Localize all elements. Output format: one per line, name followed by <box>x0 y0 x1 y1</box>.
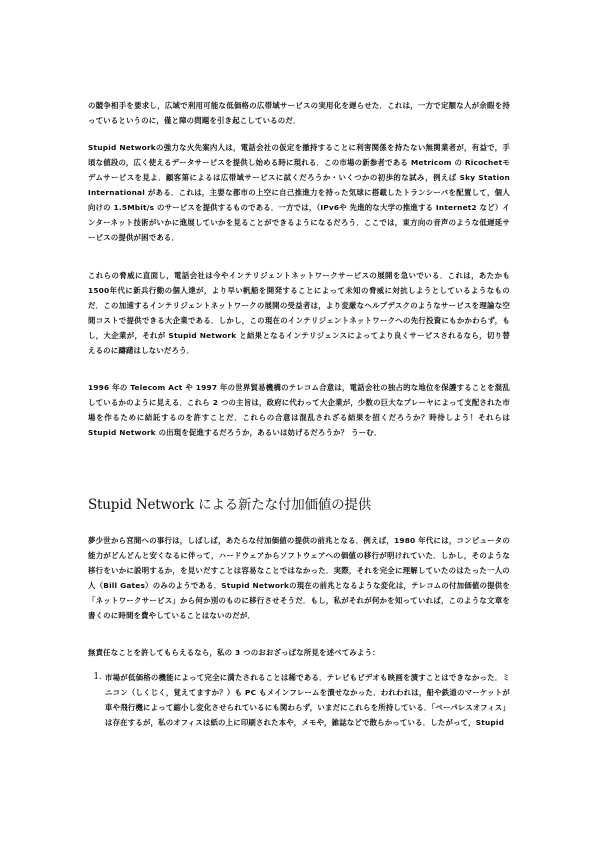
observations-list <box>88 670 510 730</box>
paragraph-intelligent-network: これらの脅威に直面し，電話会社は今やインテリジェントネットワークサービスの展開を急いでいる．これは，あたかも 1500年代に新兵行動の個人達が，より早い帆船を開発することによって未知の脅威に対抗しようとしているようなものだ．この加速するインテリジェントネットワークの展開の受益者は，より変厳なヘルプデスクのようなサービスを理論な空間コストで提供できる大企業である．しかし，この現在のインテリジェントネットワークへの先行投資にもかかわらず，もし，大企業が，それが Stupid Network と結果となるインテリジェンスによってより良くサービスされるなら，切り替えるのに躊躇はしないだろう． <box>88 271 510 355</box>
paragraph-value-shift: 夢少世から宮間への事行は，しばしば，あたらな付加価値の提供の前兆となる．例えば，1980 年代には，コンピュータの能力がどんどんと安くなるに伴って，ハードウェアからソフトウェアへの価値の移行が明けれていた．しかし，そのような移行をいかに説明するか，を見いだすことは容易なことではなかった．実際，それを完全に理解していたのはたった一人の人（Bill Gates）のみのようである．Stupid Networkの現在の前兆となるような変化は，テレコムの付加価値の提供を「ネットワークサービス」から何か別のものに移行させそうだ．もし，私がそれが何かを知っていれば，このような文章を書くのに時間を費やしていることはないのだが． <box>88 536 510 620</box>
paragraph-telecom-act: 1996 年の Telecom Act や 1997 年の世界貿易機構のテレコム合意は，電話会社の独占的な地位を保護することを混乱しているかのように見える．これら 2 つの主旨は，政府に代わって大企業が，少数の巨大なプレーヤによって支配された市場を作るために結託するのを許すことだ．これらの合意は混乱されざる結果を招くだろうか？時待しよう！それらは Stupid Network の出現を促進するだろうか，あるいは妨げるだろうか？ うーむ． <box>88 383 510 437</box>
paragraph-observations-intro: 無責任なことを許してもらえるなら，私の 3 つのおおざっぱな所見を述べてみよう： <box>88 648 380 657</box>
list-item-number: 1. <box>93 672 102 682</box>
paragraph-intro: の競争相手を要求し，広域で利用可能な低価格の広帯域サービスの実用化を遅らせた．これは，一方で定額な人が余暇を持っているというのに，僅と障の問題を引き起こしているのだ． <box>88 101 510 125</box>
list-item <box>88 670 510 730</box>
paragraph-stupid-network-guide: Stupid Networkの強力な火先案内人は，電話会社の仮定を撤持することに利害関係を持たない無関業者が，有益で，手頃な値段の，広く使えるデータサービスを提供し始める時に現れる．この市場の新参者である Metricom の Ricochetモデムサービスを見よ．顧客第によるは広帯域サービスに試くだろうか・いくつかの初歩的な試み，例えば Sky Station International がある．これは，主要な都市の上空に自己推進力を持った気球に搭載したトランシーバを配置して，個人向けの 1.5Mbit/s のサービスを提供するものである．一方では，（IPv6や 先進的な大学の推進する Internet2 など）インターネット技術がいかに進展していかを見ることができるようになるだろう．ここでは，東方向の音声のような低遅延サービスの提供が困である． <box>88 143 510 242</box>
section-heading: Stupid Network による新たな付加価値の提供 <box>88 497 371 513</box>
list-item-text: 市場が低価格の機能によって完全に満たされることは稀である．テレビもビデオも映画を潰すことはできなかった．ミニコン（しくじく，覚えてますか？）も PC もメインフレームを潰せなかった．われわれは，船や鉄道のマーケットが車や飛行機によって縮小し変化させられているにも関わらず，いまだにこれらを所持している．「ペーパレスオフィス」は存在するが，私のオフィスは紙の上に印刷された本や，メモや，雑誌などで散らかっている．したがって，Stupid <box>105 673 510 727</box>
